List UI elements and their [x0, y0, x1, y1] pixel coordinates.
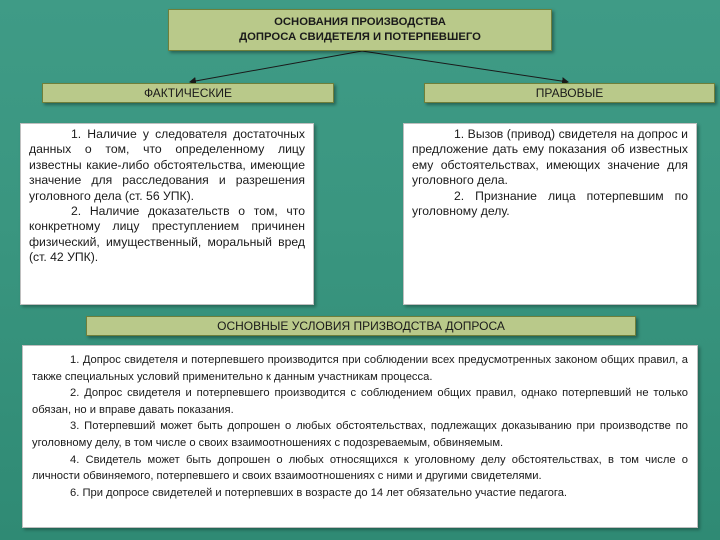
condition-item-1: 1. Допрос свидетеля и потерпевшего производится при соблюдении всех предусмотренных законом общих правил, а также специальных условий применительно к данным участникам процесса. — [32, 354, 688, 383]
legal-item-1: 1. Вызов (привод) свидетеля на допрос и предложение дать ему показания об известных ему обстоятельствах, имеющих значение для уголовного дела. — [412, 127, 688, 188]
arrow-to-factual — [190, 51, 362, 82]
factual-heading: ФАКТИЧЕСКИЕ — [42, 83, 334, 103]
condition-item-3: 3. Потерпевший может быть допрошен о любых обстоятельствах, подлежащих доказыванию при производстве по уголовному делу, в том числе о своих взаимоотношениях с подозреваемым, обвиняемым. — [32, 420, 688, 449]
factual-item-1: 1. Наличие у следователя достаточных данных о том, что определенному лицу известны какие-либо обстоятельства, имеющие значение для расследования и разрешения уголовного дела (ст. 56 УПК). — [29, 127, 305, 203]
condition-item-4: 4. Свидетель может быть допрошен о любых относящихся к уголовному делу обстоятельствах, в том числе о личности обвиняемого, потерпевшего и своих взаимоотношениях с ними и другими свидетелями. — [32, 453, 688, 483]
title-line-1: ОСНОВАНИЯ ПРОИЗВОДСТВА — [274, 16, 446, 28]
legal-grounds-box — [403, 123, 697, 305]
conditions-heading: ОСНОВНЫЕ УСЛОВИЯ ПРИЗВОДСТВА ДОПРОСА — [86, 316, 636, 336]
factual-item-2: 2. Наличие доказательств о том, что конкретному лицу преступлением причинен физический, имущественный, моральный вред (ст. 42 УПК). — [29, 204, 305, 265]
title-line-2: ДОПРОСА СВИДЕТЕЛЯ И ПОТЕРПЕВШЕГО — [239, 31, 481, 43]
factual-grounds-box — [20, 123, 314, 305]
condition-item-5: 6. При допросе свидетелей и потерпевших в возрасте до 14 лет обязательно участие педагога. — [70, 486, 568, 499]
legal-heading: ПРАВОВЫЕ — [424, 83, 715, 103]
legal-item-2: 2. Признание лица потерпевшим по уголовному делу. — [412, 188, 688, 219]
condition-item-2: 2. Допрос свидетеля и потерпевшего производится с соблюдением общих правил, однако потерпевший не только обязан, но и вправе давать показания. — [32, 387, 688, 416]
diagram-title — [168, 9, 552, 51]
conditions-box — [22, 345, 698, 528]
arrow-to-legal — [362, 51, 568, 82]
